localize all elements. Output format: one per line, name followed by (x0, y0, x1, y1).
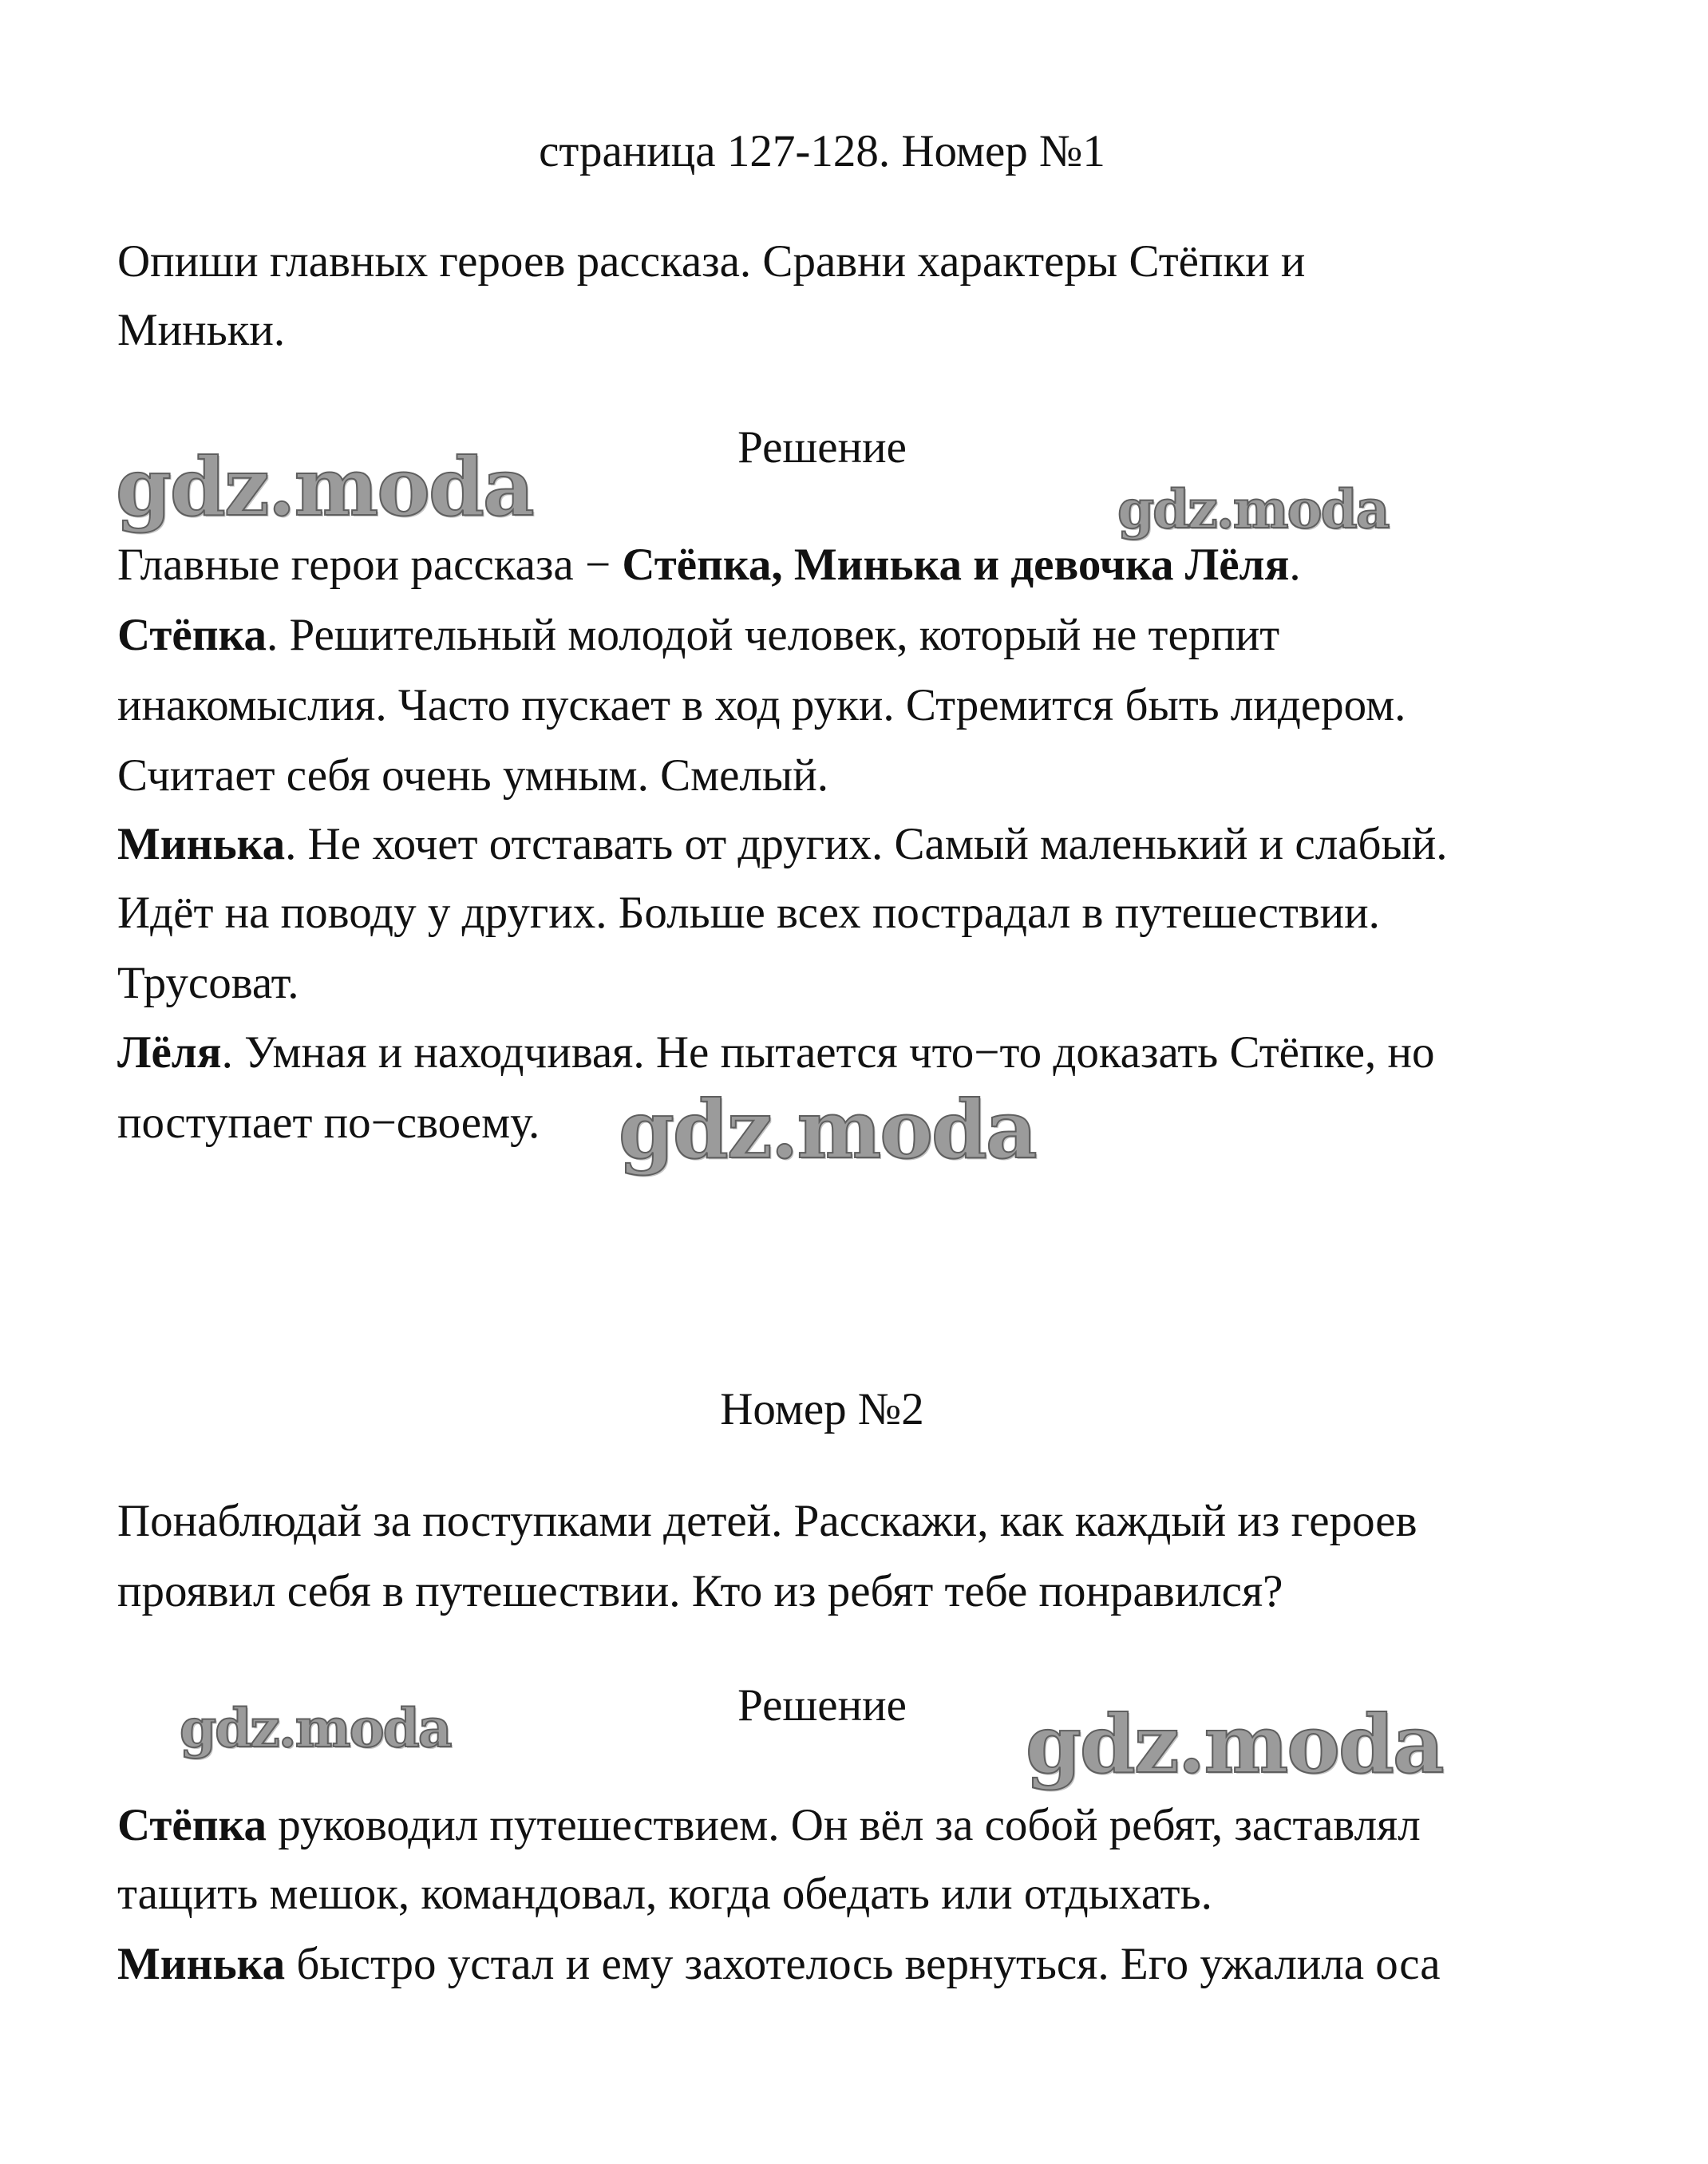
hero-name: Стёпка (117, 1800, 267, 1850)
hero-name: Лёля (117, 1027, 222, 1078)
hero-text: руководил путешествием. Он вёл за собой ребят, заставлял (267, 1800, 1421, 1850)
task1-text-line: инакомыслия. Часто пускает в ход руки. Стремится быть лидером. (117, 680, 1406, 730)
task2-stepka (117, 1797, 1421, 1854)
task2-solution-label: Решение (737, 1680, 907, 1731)
hero-text: . Решительный молодой человек, который не терпит (267, 610, 1280, 660)
hero-text: . Умная и находчивая. Не пытается что−то доказать Стёпке, но (221, 1027, 1435, 1078)
hero-name: Стёпка (117, 610, 267, 660)
task1-lelya (117, 1024, 1435, 1082)
task1-text-line: Трусоват. (117, 958, 299, 1008)
task1-text-line: Считает себя очень умным. Смелый. (117, 750, 828, 801)
task2-title: Номер №2 (720, 1384, 924, 1434)
watermark: gdz.moda (1026, 1697, 1443, 1791)
task2-question-line: проявил себя в путешествии. Кто из ребят тебе понравился? (117, 1566, 1283, 1616)
task2-question-line: Понаблюдай за поступками детей. Расскажи, как каждый из героев (117, 1496, 1417, 1546)
task1-text-line: поступает по−своему. (117, 1098, 540, 1148)
hero-name: Минька (117, 1939, 286, 1989)
task1-text-line: Идёт на поводу у других. Больше всех пострадал в путешествии. (117, 888, 1380, 938)
watermark: gdz.moda (619, 1082, 1036, 1177)
hero-text: . Не хочет отставать от других. Самый маленький и слабый. (285, 819, 1448, 869)
watermark: gdz.moda (116, 440, 533, 534)
task1-minka (117, 816, 1448, 873)
task1-question-line: Опиши главных героев рассказа. Сравни характеры Стёпки и (117, 236, 1306, 287)
intro-end: . (1289, 540, 1301, 590)
task1-solution-label: Решение (737, 422, 907, 473)
hero-name: Минька (117, 819, 286, 869)
watermark: gdz.moda (1117, 478, 1389, 540)
intro-heroes: Стёпка, Минька и девочка Лёля (622, 540, 1290, 590)
task1-title: страница 127-128. Номер №1 (539, 126, 1105, 176)
hero-text: быстро устал и ему захотелось вернуться. Его ужалила оса (285, 1939, 1441, 1989)
watermark: gdz.moda (180, 1697, 451, 1759)
task1-intro (117, 536, 1301, 594)
task1-question-line: Миньки. (117, 305, 286, 355)
intro-text: Главные герои рассказа − (117, 540, 623, 590)
task2-text-line: тащить мешок, командовал, когда обедать или отдыхать. (117, 1869, 1212, 1919)
task2-minka (117, 1936, 1441, 1993)
task1-stepka (117, 607, 1279, 664)
